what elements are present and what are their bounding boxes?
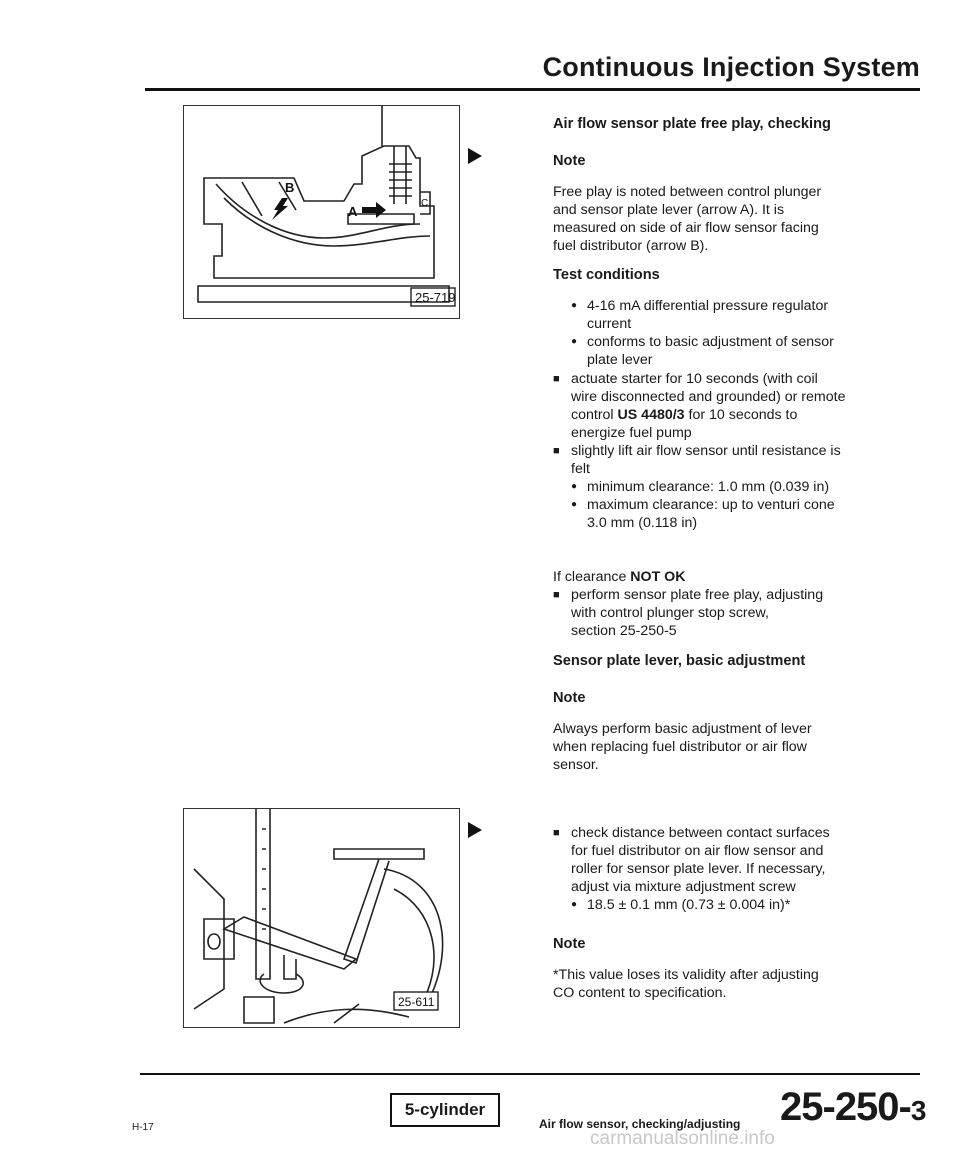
note-heading-2: Note <box>553 690 586 706</box>
list-item: ● minimum clearance: 1.0 mm (0.039 in) <box>553 478 923 496</box>
fix-step <box>553 586 923 640</box>
figure-2-number: 25-611 <box>398 995 435 1009</box>
figure-sensor-plate-lever-adjustment <box>183 808 460 1028</box>
test-conditions-heading: Test conditions <box>553 267 660 283</box>
note-line: measured on side of air flow sensor facing <box>553 220 819 236</box>
note-text-2 <box>553 720 923 774</box>
list-item: ● conforms to basic adjustment of sensor plate lever <box>553 333 923 369</box>
note-line: fuel distributor (arrow B). <box>553 238 709 254</box>
note-text-1 <box>553 183 923 255</box>
note-text-3 <box>553 966 923 1002</box>
footer-code: H-17 <box>132 1122 154 1133</box>
list-item: ■ actuate starter for 10 seconds (with coil wire disconnected and grounded) or remote control US 4480/3 for 10 seconds to energize fuel pump <box>553 370 923 442</box>
figure-air-flow-sensor-free-play <box>183 105 460 319</box>
callout-a: A <box>348 204 358 219</box>
note-line: Free play is noted between control plunger <box>553 184 822 200</box>
bottom-rule <box>140 1073 920 1075</box>
conditions-list <box>553 297 923 369</box>
page-number: 25-250-3 <box>780 1085 926 1129</box>
list-item: ● 18.5 ± 0.1 mm (0.73 ± 0.004 in)* <box>553 896 923 914</box>
section-heading-basic-adjustment: Sensor plate lever, basic adjustment <box>553 653 806 669</box>
note-line: and sensor plate lever (arrow A). It is <box>553 202 785 218</box>
note-line: CO content to specification. <box>553 985 727 1001</box>
list-item: ■ check distance between contact surfaces for fuel distributor on air flow sensor and roller for sensor plate lever. If necessary, adjust via mixture adjustment screw <box>553 824 923 896</box>
footer-description: Air flow sensor, checking/adjusting <box>539 1117 741 1131</box>
list-item: ■ perform sensor plate free play, adjusting with control plunger stop screw, section 25-250-5 <box>553 586 923 640</box>
pointer-arrow-1 <box>468 148 482 164</box>
note-line: *This value loses its validity after adjusting <box>553 967 819 983</box>
section-heading-free-play: Air flow sensor plate free play, checking <box>553 116 831 132</box>
procedure-steps <box>553 370 923 532</box>
engine-type-box: 5-cylinder <box>390 1093 500 1127</box>
if-clearance-line: If clearance NOT OK <box>553 569 686 585</box>
list-item: ■ slightly lift air flow sensor until resistance is felt <box>553 442 923 478</box>
gauge-measurement-diagram <box>184 809 459 1027</box>
callout-c: C <box>421 198 429 209</box>
watermark-text: carmanualsonline.info <box>590 1128 775 1149</box>
note-heading-1: Note <box>553 153 586 169</box>
free-play-diagram <box>184 106 459 318</box>
note-line: Always perform basic adjustment of lever <box>553 721 812 737</box>
note-line: sensor. <box>553 757 599 773</box>
check-distance-step <box>553 824 923 914</box>
top-rule <box>145 88 920 91</box>
callout-b: B <box>285 180 295 195</box>
list-item: ● 4-16 mA differential pressure regulator current <box>553 297 923 333</box>
note-line: when replacing fuel distributor or air flow <box>553 739 807 755</box>
list-item: ● maximum clearance: up to venturi cone 3.0 mm (0.118 in) <box>553 496 923 532</box>
note-heading-3: Note <box>553 936 586 952</box>
figure-1-number: 25-719 <box>415 290 456 305</box>
pointer-arrow-2 <box>468 822 482 838</box>
page-title: Continuous Injection System <box>542 52 920 82</box>
